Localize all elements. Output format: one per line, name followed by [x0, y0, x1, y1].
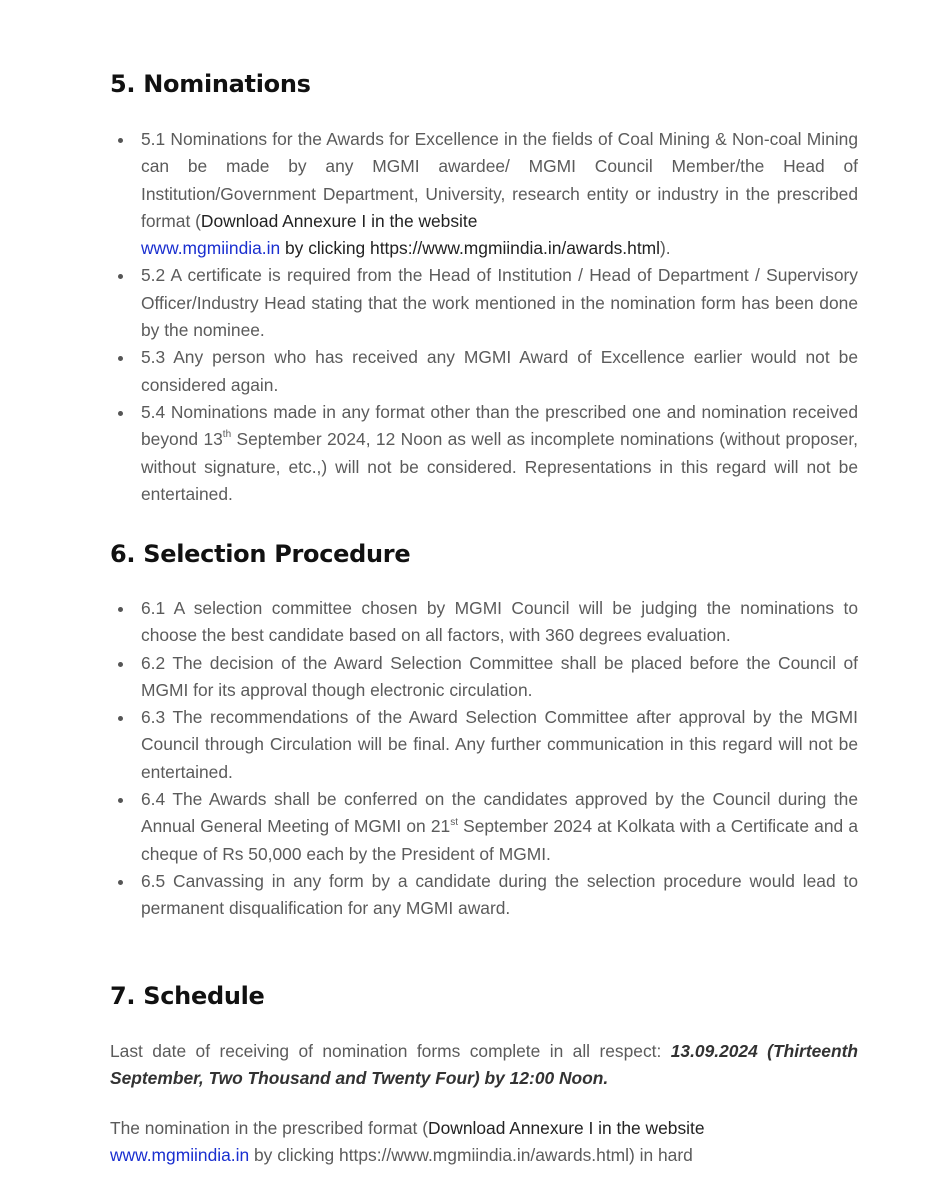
list-item [110, 399, 858, 508]
schedule-paragraph-2 [110, 1115, 858, 1170]
item-text: ). [660, 238, 671, 259]
deadline-text: 13.09.2024 (Thirteenth September, Two Thousand and Twenty Four) by 12:00 Noon. [110, 1041, 858, 1089]
selection-list [110, 595, 858, 923]
list-item: 6.3 The recommendations of the Award Selection Committee after approval by the MGMI Council through Circulation will be final. Any further communication in this regard will not be entertained. [110, 704, 858, 786]
item-text: 5.1 Nominations for the Awards for Excellence in the fields of Coal Mining & Non-coal Mining can be made by any MGMI awardee/ MGMI Council Member/the Head of Institution/Government Department, University, research entity or industry in the prescribed format ( [141, 129, 858, 231]
section-heading-selection: 6. Selection Procedure [110, 540, 411, 568]
item-text-dark: Download Annexure I in the website [200, 210, 478, 231]
paragraph-text: The nomination in the prescribed format ( [110, 1118, 429, 1138]
paragraph-text-dark: Download Annexure I in the website [428, 1118, 705, 1138]
section-heading-nominations: 5. Nominations [110, 70, 311, 98]
item-text: September 2024, 12 Noon as well as incomplete nominations (without proposer, without signature, etc.,) will not be considered. Representations in this regard will not be entertained. [141, 429, 858, 504]
item-text: 6.4 The Awards shall be conferred on the candidates approved by the Council during the Annual General Meeting of MGMI on 21 [141, 789, 858, 837]
section-heading-schedule: 7. Schedule [110, 982, 265, 1010]
schedule-paragraph [110, 1038, 858, 1093]
paragraph-text: Last date of receiving of nomination forms complete in all respect: [110, 1041, 671, 1061]
list-item: 6.5 Canvassing in any form by a candidate during the selection procedure would lead to permanent disqualification for any MGMI award. [110, 868, 858, 923]
superscript: th [222, 429, 232, 441]
superscript: st [450, 816, 458, 828]
item-text: 5.4 Nominations made in any format other than the prescribed one and nomination received beyond 13 [141, 401, 858, 450]
paragraph-text: by clicking https://www.mgmiindia.in/awards.html) in hard [249, 1145, 693, 1166]
item-text: September 2024 at Kolkata with a Certificate and a cheque of Rs 50,000 each by the President of MGMI. [141, 816, 858, 864]
list-item: 5.2 A certificate is required from the Head of Institution / Head of Department / Supervisory Officer/Industry Head stating that the work mentioned in the nomination form has been done by the nominee. [110, 262, 858, 344]
list-item [110, 126, 858, 262]
list-item [110, 786, 858, 868]
website-link[interactable]: www.mgmiindia.in [141, 238, 281, 259]
website-link[interactable]: www.mgmiindia.in [110, 1145, 250, 1166]
nominations-list [110, 126, 858, 508]
item-text-dark: by clicking https://www.mgmiindia.in/awards.html [280, 238, 660, 259]
list-item: 5.3 Any person who has received any MGMI Award of Excellence earlier would not be considered again. [110, 344, 858, 399]
list-item: 6.1 A selection committee chosen by MGMI Council will be judging the nominations to choose the best candidate based on all factors, with 360 degrees evaluation. [110, 595, 858, 650]
list-item: 6.2 The decision of the Award Selection Committee shall be placed before the Council of MGMI for its approval though electronic circulation. [110, 650, 858, 705]
